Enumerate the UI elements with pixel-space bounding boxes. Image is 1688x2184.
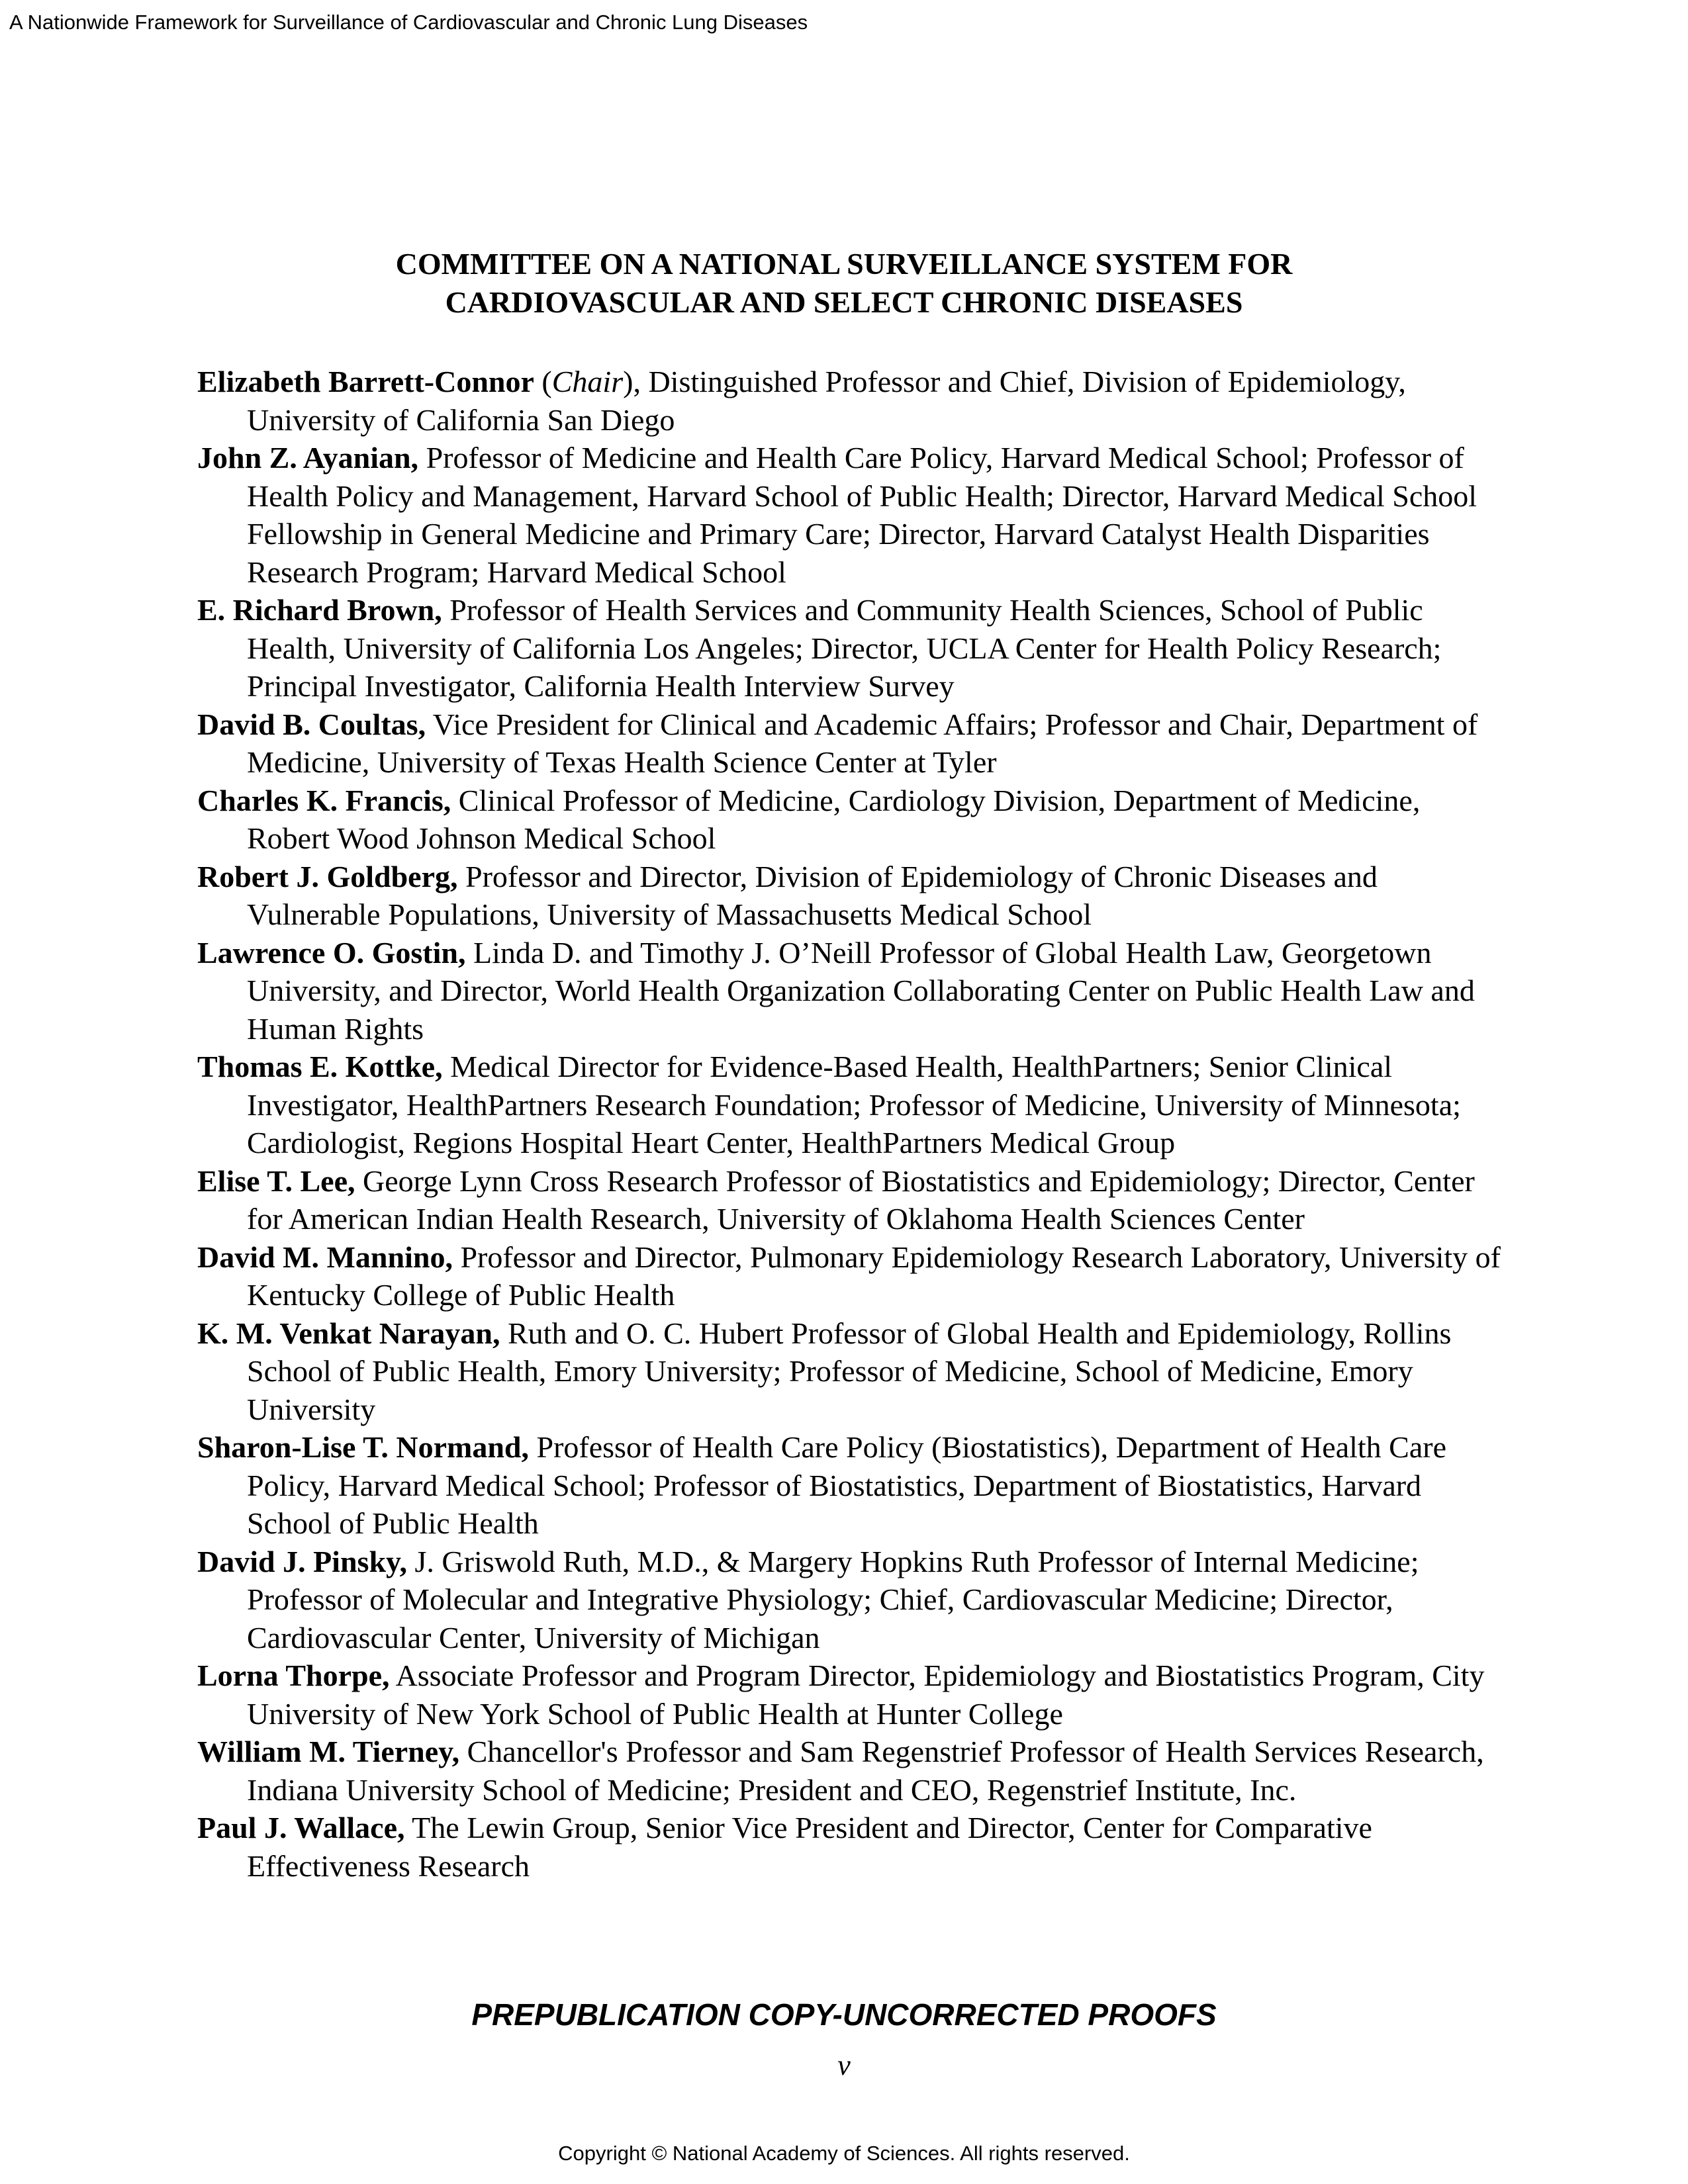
page-title-line-1: COMMITTEE ON A NATIONAL SURVEILLANCE SYSTEM FOR: [395, 247, 1293, 281]
member-name: Robert J. Goldberg,: [197, 859, 458, 893]
committee-member-list: [197, 363, 1508, 1885]
committee-member-kottke: [197, 1048, 1508, 1162]
member-name: Charles K. Francis,: [197, 783, 451, 817]
member-affiliation: Professor and Director, Pulmonary Epidemiology Research Laboratory, University of Kentucky College of Public Health: [247, 1240, 1501, 1312]
running-header: A Nationwide Framework for Surveillance of Cardiovascular and Chronic Lung Diseases: [9, 11, 808, 34]
member-role: Chair: [551, 365, 624, 398]
member-name: Elizabeth Barrett-Connor: [197, 365, 534, 398]
member-name: John Z. Ayanian,: [197, 441, 419, 475]
member-name: David M. Mannino,: [197, 1240, 453, 1274]
member-name: Sharon-Lise T. Normand,: [197, 1430, 529, 1464]
committee-member-coultas: [197, 705, 1508, 782]
member-affiliation: Associate Professor and Program Director, Epidemiology and Biostatistics Program, City University of New York School of Public Health at Hunter College: [247, 1659, 1485, 1731]
member-affiliation: Linda D. and Timothy J. O’Neill Professor of Global Health Law, Georgetown University, and Director, World Health Organization Collaborating Center on Public Health Law and Human Rights: [247, 935, 1475, 1046]
member-name: K. M. Venkat Narayan,: [197, 1316, 500, 1350]
member-affiliation: Professor of Medicine and Health Care Policy, Harvard Medical School; Professor of Health Policy and Management, Harvard School of Public Health; Director, Harvard Medical School Fellowship in General Medicine and Primary Care; Director, Harvard Catalyst Health Disparities Research Program; Harvard Medical School: [247, 441, 1477, 589]
member-affiliation: Clinical Professor of Medicine, Cardiology Division, Department of Medicine, Robert Wood Johnson Medical School: [247, 783, 1421, 855]
member-affiliation: Chancellor's Professor and Sam Regenstrief Professor of Health Services Research, Indiana University School of Medicine; President and CEO, Regenstrief Institute, Inc.: [247, 1735, 1484, 1807]
member-affiliation: Ruth and O. C. Hubert Professor of Global Health and Epidemiology, Rollins School of Public Health, Emory University; Professor of Medicine, School of Medicine, Emory University: [247, 1316, 1452, 1426]
member-name: Thomas E. Kottke,: [197, 1050, 443, 1083]
member-name: Lawrence O. Gostin,: [197, 935, 466, 970]
committee-member-narayan: [197, 1314, 1508, 1429]
committee-member-barrett-connor: Elizabeth Barrett-Connor (Chair), Distinguished Professor and Chief, Division of Epidemiology, University of California San Diego: [197, 365, 1406, 437]
member-name: E. Richard Brown,: [197, 593, 442, 627]
member-affiliation: Distinguished Professor and Chief, Division of Epidemiology, University of California San Diego: [247, 365, 1406, 437]
prepublication-notice: PREPUBLICATION COPY-UNCORRECTED PROOFS: [471, 1997, 1217, 2032]
member-affiliation: The Lewin Group, Senior Vice President and Director, Center for Comparative Effectiveness Research: [247, 1811, 1372, 1883]
committee-member-lee: [197, 1162, 1508, 1238]
member-affiliation: George Lynn Cross Research Professor of Biostatistics and Epidemiology; Director, Center for American Indian Health Research, University of Oklahoma Health Sciences Center: [247, 1163, 1475, 1236]
member-affiliation: Professor of Health Care Policy (Biostatistics), Department of Health Care Policy, Harvard Medical School; Professor of Biostatistics, Department of Biostatistics, Harvard School of Public Health: [247, 1430, 1447, 1540]
committee-member-thorpe: [197, 1657, 1508, 1733]
committee-member-pinsky: [197, 1543, 1508, 1657]
member-name: David B. Coultas,: [197, 707, 426, 741]
page-title-line-2: CARDIOVASCULAR AND SELECT CHRONIC DISEASES: [445, 285, 1243, 319]
committee-member-tierney: [197, 1733, 1508, 1809]
member-affiliation: Professor and Director, Division of Epidemiology of Chronic Diseases and Vulnerable Populations, University of Massachusetts Medical School: [247, 859, 1378, 931]
member-name: Paul J. Wallace,: [197, 1811, 405, 1844]
member-name: William M. Tierney,: [197, 1735, 460, 1768]
member-affiliation: Vice President for Clinical and Academic Affairs; Professor and Chair, Department of Medicine, University of Texas Health Science Center at Tyler: [247, 707, 1478, 779]
member-name: David J. Pinsky,: [197, 1544, 407, 1578]
committee-member-gostin: [197, 934, 1508, 1048]
committee-member-ayanian: [197, 439, 1508, 591]
committee-member-normand: [197, 1428, 1508, 1543]
member-affiliation: J. Griswold Ruth, M.D., & Margery Hopkins Ruth Professor of Internal Medicine; Professor of Molecular and Integrative Physiology; Chief, Cardiovascular Medicine; Director, Cardiovascular Center, University of Michigan: [247, 1544, 1419, 1655]
committee-member-mannino: [197, 1238, 1508, 1314]
committee-member-wallace: [197, 1809, 1508, 1885]
committee-member-goldberg: [197, 858, 1508, 934]
committee-member-francis: [197, 782, 1508, 858]
page-title: [0, 245, 1688, 322]
committee-member-brown: [197, 591, 1508, 705]
member-affiliation: Professor of Health Services and Community Health Sciences, School of Public Health, University of California Los Angeles; Director, UCLA Center for Health Policy Research; Principal Investigator, California Health Interview Survey: [247, 593, 1442, 703]
member-name: Lorna Thorpe,: [197, 1659, 390, 1692]
page-number: v: [837, 2049, 851, 2081]
copyright-footer: Copyright © National Academy of Sciences. All rights reserved.: [558, 2142, 1130, 2165]
member-affiliation: Medical Director for Evidence-Based Health, HealthPartners; Senior Clinical Investigator, HealthPartners Research Foundation; Professor of Medicine, University of Minnesota; Cardiologist, Regions Hospital Heart Center, HealthPartners Medical Group: [247, 1050, 1461, 1160]
member-name: Elise T. Lee,: [197, 1163, 355, 1198]
